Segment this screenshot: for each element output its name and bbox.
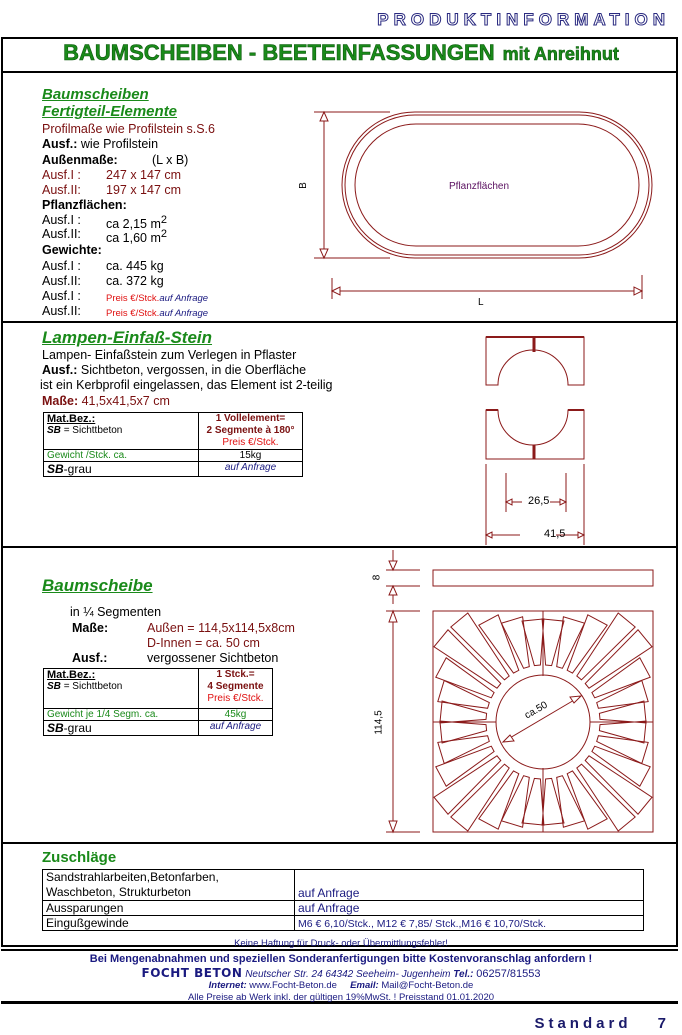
area-label: Ausf.I :	[42, 213, 81, 227]
weight-label: Gewicht /Stck. ca.	[44, 450, 199, 462]
weight-label: Ausf.I :	[42, 259, 81, 273]
innen-value: D-Innen = ca. 50 cm	[147, 636, 260, 650]
dim-row	[42, 183, 182, 198]
drainage-slot	[434, 756, 501, 814]
dim-side-label: 114,5	[373, 710, 385, 735]
tree-grate-drawing	[360, 550, 670, 840]
ausf-value: wie Profilstein	[80, 137, 159, 151]
surcharge-item: Sandstrahlarbeiten,Betonfarben,	[46, 870, 219, 884]
dim-l-label: L	[478, 297, 484, 308]
oval-label: Pflanzflächen	[449, 181, 510, 192]
drainage-slot	[592, 746, 650, 786]
pflanz-label: Pflanzflächen:	[42, 198, 127, 212]
contact-line	[0, 980, 682, 991]
surcharge-item: Aussparungen	[43, 901, 295, 916]
area-row	[42, 213, 168, 232]
price-value: auf Anfrage	[159, 293, 209, 304]
email-link[interactable]: Mail@Focht-Beton.de	[381, 980, 474, 991]
drainage-slot	[436, 746, 494, 786]
dim-value: 197 x 147 cm	[106, 183, 182, 197]
drainage-slot	[436, 658, 494, 698]
drainage-slot	[567, 615, 607, 673]
company-line	[0, 966, 682, 980]
aussen-row	[42, 153, 189, 168]
dim-diameter-label: ca.50	[522, 699, 550, 722]
unit-price: Preis €/Stck.	[207, 693, 264, 704]
page-number: 7	[657, 1015, 670, 1032]
surcharge-value: auf Anfrage	[295, 901, 644, 916]
profile-note: Profilmaße wie Profilstein s.S.6	[42, 122, 215, 136]
weight-row	[42, 259, 164, 274]
masse-label: Maße:	[72, 621, 109, 635]
center-hole	[496, 675, 590, 769]
drainage-slot	[479, 771, 519, 829]
sb-abbr: SB	[47, 425, 61, 436]
header-label: PRODUKTINFORMATION	[377, 10, 670, 29]
drainage-slot	[599, 701, 646, 723]
oval-drawing	[297, 105, 670, 315]
dim-row	[42, 168, 182, 183]
category-label: Standard	[534, 1015, 632, 1032]
dim-b-label: B	[297, 182, 309, 189]
mat-label: Mat.Bez.:	[47, 413, 96, 425]
weight-row	[42, 274, 164, 289]
drainage-slot	[577, 613, 635, 680]
sb-abbr: SB	[47, 681, 61, 692]
prices-note: Alle Preise ab Werk inkl. der gültigen 19%MwSt. ! Preisstand 01.01.2020	[187, 992, 495, 1003]
ausf-label: Ausf.:	[42, 363, 78, 377]
drainage-slot	[479, 615, 519, 673]
drainage-slot	[522, 778, 544, 825]
page-footer	[534, 1015, 670, 1032]
ausf-row	[42, 137, 158, 152]
email-label: Email:	[350, 980, 379, 991]
description: Lampen- Einfaßstein zum Verlegen in Pflaster	[42, 348, 297, 362]
drainage-slot	[567, 771, 607, 829]
ausf-value: vergossener Sichtbeton	[147, 651, 279, 665]
internet-link[interactable]: www.Focht-Beton.de	[249, 980, 337, 991]
aussen-value: Außen = 114,5x114,5x8cm	[147, 621, 295, 635]
mat-label: Mat.Bez.:	[47, 669, 96, 681]
drainage-slot	[451, 613, 509, 680]
drainage-slot	[440, 721, 487, 743]
ausf-label: Ausf.:	[72, 651, 108, 665]
price-row	[42, 289, 209, 304]
tel-label: Tel.:	[453, 969, 474, 980]
price-text: Preis €/Stck.	[106, 308, 160, 319]
ausf-row	[42, 363, 306, 378]
variant-price: auf Anfrage	[209, 721, 262, 732]
weight-value: 15kg	[199, 450, 303, 462]
internet-label: Internet:	[208, 980, 247, 991]
description: in ¼ Segmenten	[70, 605, 162, 619]
price-label: Ausf.I :	[42, 289, 81, 303]
request-note: Bei Mengenabnahmen und speziellen Sonderanfertigungen bitte Kostenvoranschlag anfordern !	[89, 953, 593, 965]
section-heading: Lampen-Einfaß-Stein	[42, 328, 213, 347]
section-subheading: Fertigteil-Elemente	[42, 103, 178, 120]
dim-label: Ausf.I :	[42, 168, 81, 182]
aussen-unit: (L x B)	[152, 153, 189, 167]
masse-label: Maße:	[42, 394, 79, 408]
surcharge-item: Eingußgewinde	[43, 916, 295, 931]
table-row	[43, 916, 644, 931]
price-value: auf Anfrage	[159, 308, 209, 319]
area-label: Ausf.II:	[42, 227, 81, 241]
price-row	[42, 304, 209, 319]
drainage-slot	[542, 778, 564, 825]
section-heading: Baumscheiben	[42, 86, 149, 103]
material-table	[43, 412, 303, 477]
area-sup: 2	[160, 228, 168, 240]
drainage-slot	[592, 658, 650, 698]
surcharge-item: Waschbeton, Strukturbeton	[46, 885, 191, 899]
drainage-slot	[451, 764, 509, 831]
table-row	[43, 901, 644, 916]
aussen-label: Außenmaße:	[42, 153, 118, 167]
divider	[1, 321, 678, 323]
table-row	[43, 870, 644, 901]
area-value: ca 1,60 m	[106, 231, 161, 246]
weight-label: Ausf.II:	[42, 274, 81, 288]
surcharge-value: M6 € 6,10/Stck., M12 € 7,85/ Stck.,M16 € 10,70/Stck.	[295, 916, 644, 931]
price-label: Ausf.II:	[42, 304, 81, 318]
dim-outer-label: 41,5	[544, 528, 566, 540]
weight-value: 45kg	[199, 709, 273, 721]
masse-row	[42, 394, 170, 409]
variant-name: -grau	[63, 721, 92, 735]
variant-price: auf Anfrage	[224, 462, 277, 473]
unit-line: 1 Stck.=	[216, 669, 255, 680]
weight-label: Gewicht je 1/4 Segm. ca.	[44, 709, 199, 721]
weight-value: ca. 445 kg	[106, 259, 164, 273]
variant-sb: SB	[47, 462, 64, 476]
page-title	[0, 40, 682, 66]
unit-line: 4 Segmente	[207, 681, 264, 692]
area-sup: 2	[160, 214, 168, 226]
sb-definition: = Sichttbeton	[63, 681, 123, 692]
drainage-slot	[440, 701, 487, 723]
ausf-label: Ausf.:	[42, 137, 78, 151]
unit-price: Preis €/Stck.	[222, 437, 279, 448]
lamp-stone-drawing	[480, 330, 590, 545]
weight-value: ca. 372 kg	[106, 274, 164, 288]
divider	[1, 842, 678, 844]
unit-line: 2 Segmente à 180°	[206, 425, 295, 436]
sb-definition: = Sichttbeton	[63, 425, 123, 436]
page-title-suffix: mit Anreihnut	[502, 44, 619, 64]
surcharge-value: auf Anfrage	[295, 870, 644, 901]
dim-value: 247 x 147 cm	[106, 168, 182, 182]
divider	[1, 71, 678, 73]
dim-inner-label: 26,5	[528, 495, 550, 507]
disclaimer: Keine Haftung für Druck- oder Übermittlungsfehler!	[234, 938, 448, 949]
gewichte-label: Gewichte:	[42, 243, 102, 257]
drainage-slot	[522, 619, 544, 666]
section-heading: Zuschläge	[42, 849, 117, 866]
dim-height-label: 8	[371, 574, 383, 581]
drainage-slot	[577, 764, 635, 831]
company-address: Neutscher Str. 24 64342 Seeheim- Jugenheim	[245, 969, 451, 980]
description: ist ein Kerbprofil eingelassen, das Element ist 2-teilig	[40, 378, 333, 392]
drainage-slot	[599, 721, 646, 743]
surcharge-table	[42, 869, 644, 931]
material-table	[43, 668, 273, 736]
price-text: Preis €/Stck.	[106, 293, 160, 304]
drainage-slot	[585, 756, 652, 814]
drainage-slot	[585, 630, 652, 688]
ausf-value: Sichtbeton, vergossen, in die Oberfläche	[80, 363, 307, 377]
unit-line: 1 Vollelement=	[215, 413, 286, 424]
dim-label: Ausf.II:	[42, 183, 81, 197]
side-view	[433, 570, 653, 586]
area-row	[42, 227, 168, 246]
page-title-main: BAUMSCHEIBEN - BEETEINFASSUNGEN	[63, 40, 495, 65]
company-name: FOCHT BETON	[141, 966, 243, 980]
divider	[1, 546, 678, 548]
variant-sb: SB	[47, 721, 64, 735]
section-heading: Baumscheibe	[42, 576, 153, 595]
drainage-slot	[542, 619, 564, 666]
variant-name: -grau	[63, 462, 92, 476]
tel-number: 06257/81553	[476, 968, 541, 980]
masse-value: 41,5x41,5x7 cm	[81, 394, 170, 408]
area-value: ca 2,15 m	[106, 217, 161, 232]
drainage-slot	[434, 630, 501, 688]
